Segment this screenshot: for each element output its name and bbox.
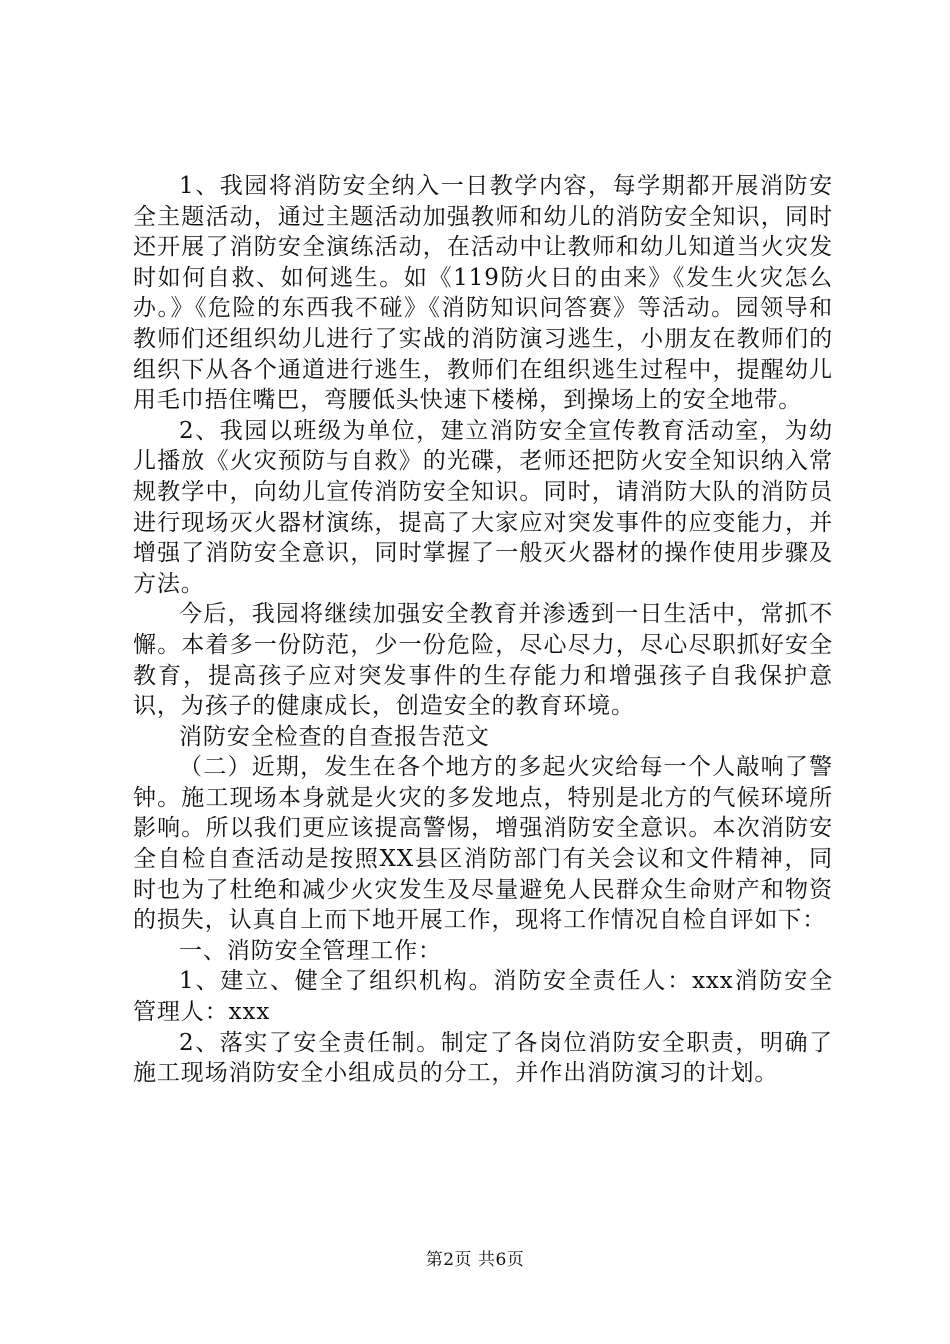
paragraph-self-inspection: （二）近期，发生在各个地方的多起火灾给每一个人敲响了警钟。施工现场本身就是火灾的多发地点，特别是北方的气候环境所影响。所以我们更应该提高警惕，增强消防安全意识。本次消防安全自检自查活动是按照XX县区消防部门有关会议和文件精神，同时也为了杜绝和减少火灾发生及尽量避免人民群众生命财产和物资的损失，认真自上而下地开展工作，现将工作情况自检自评如下： [133,754,833,934]
paragraph-organization: 1、建立、健全了组织机构。消防安全责任人：xxx消防安全管理人：xxx [133,968,833,1026]
paragraph-drill-activities: 1、我园将消防安全纳入一日教学内容，每学期都开展消防安全主题活动，通过主题活动加强教师和幼儿的消防安全知识，同时还开展了消防安全演练活动，在活动中让教师和幼儿知道当火灾发时如何自救、如何逃生。如《119防火日的由来》《发生火灾怎么办。》《危险的东西我不碰》《消防知识问答赛》等活动。园领导和教师们还组织幼儿进行了实战的消防演习逃生，小朋友在教师们的组织下从各个通道进行逃生，教师们在组织逃生过程中，提醒幼儿用毛巾捂住嘴巴，弯腰低头快速下楼梯，到操场上的安全地带。 [133,173,833,414]
paragraph-education-room: 2、我园以班级为单位，建立消防安全宣传教育活动室，为幼儿播放《火灾预防与自救》的光碟，老师还把防火安全知识纳入常规教学中，向幼儿宣传消防安全知识。同时，请消防大队的消防员进行现场灭火器材演练，提高了大家应对突发事件的应变能力，并增强了消防安全意识，同时掌握了一般灭火器材的操作使用步骤及方法。 [133,417,833,597]
document-body [133,171,833,1089]
section-heading: 消防安全检查的自查报告范文 [179,723,490,750]
page-number-footer: 第2页 共6页 [425,1250,525,1270]
subsection-heading: 一、消防安全管理工作： [179,937,442,964]
paragraph-future-plans: 今后，我园将继续加强安全教育并渗透到一日生活中，常抓不懈。本着多一份防范，少一份危险，尽心尽力，尽心尽职抓好安全教育，提高孩子应对突发事件的生存能力和增强孩子自我保护意识，为孩子的健康成长，创造安全的教育环境。 [133,601,833,720]
paragraph-responsibility: 2、落实了安全责任制。制定了各岗位消防安全职责，明确了施工现场消防安全小组成员的分工，并作出消防演习的计划。 [133,1029,833,1087]
